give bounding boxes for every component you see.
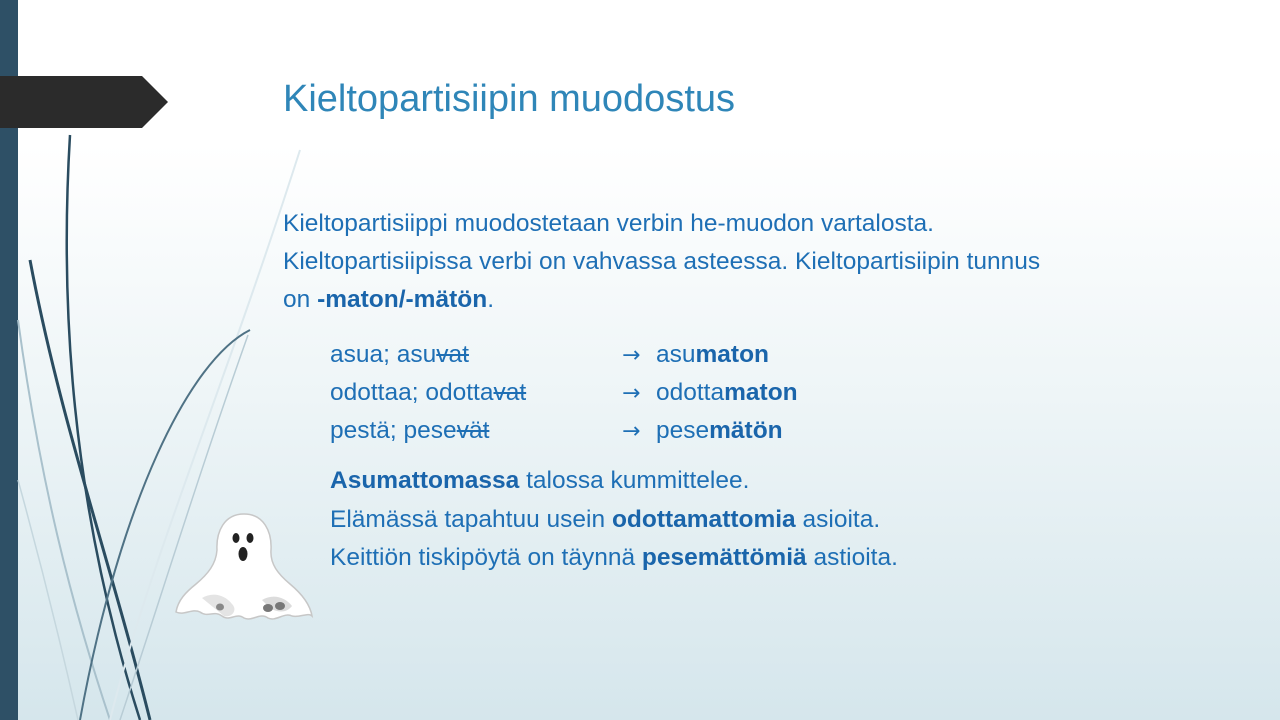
right-arrow-icon: → (622, 381, 641, 406)
intro-paragraph (283, 205, 1223, 319)
ghost-icon (172, 508, 316, 624)
example-sentence (330, 462, 898, 501)
verb-forms (330, 336, 469, 374)
verb-forms (330, 374, 526, 412)
participle-suffix: maton (724, 379, 798, 406)
intro-line-2: Kieltopartisiipissa verbi on vahvassa asteessa. Kieltopartisiipin tunnus (283, 248, 1041, 275)
participle-suffix: mätön (709, 417, 783, 444)
struck-ending: vat (436, 341, 469, 368)
sentence-after: asioita. (795, 505, 881, 533)
intro-line-1: Kieltopartisiippi muodostetaan verbin he-muodon vartalosta. (283, 210, 934, 237)
suffix-marker: -maton/-mätön (317, 286, 488, 313)
struck-ending: vat (493, 379, 527, 406)
sentence-bold-word: Asumattomassa (330, 467, 520, 494)
participle-stem: pese (656, 417, 710, 444)
sentence-after: astioita. (806, 544, 898, 571)
sentence-bold-word: pesemättömiä (641, 544, 807, 571)
intro-line-3-suffix: . (487, 286, 494, 313)
sentence-bold-word: odottamattomia (611, 505, 796, 533)
slide-title: Kieltopartisiipin muodostus (283, 78, 736, 120)
right-arrow-icon: → (622, 343, 641, 368)
intro-line-3-prefix: on (283, 286, 318, 313)
verb-stem: asua; asu (330, 341, 437, 368)
verb-stem: pestä; pese (330, 417, 457, 444)
right-arrow-icon: → (622, 419, 641, 444)
example-sentence (330, 501, 898, 540)
intro-line-3 (283, 281, 1223, 319)
sentence-before: Elämässä tapahtuu usein (330, 505, 612, 533)
participle-result (622, 412, 783, 451)
participle-stem: odotta (656, 379, 725, 406)
sentence-after: talossa kummittelee. (519, 467, 750, 494)
title-arrow-marker (0, 76, 168, 128)
participle-result (622, 374, 798, 413)
sentence-before: Keittiön tiskipöytä on täynnä (330, 544, 642, 571)
example-sentence (330, 539, 898, 578)
participle-stem: asu (656, 341, 696, 368)
struck-ending: vät (456, 417, 490, 444)
example-sentences (330, 462, 898, 578)
verb-forms (330, 412, 489, 450)
participle-result (622, 336, 769, 375)
participle-suffix: maton (695, 341, 770, 368)
verb-stem: odottaa; odotta (330, 379, 494, 406)
